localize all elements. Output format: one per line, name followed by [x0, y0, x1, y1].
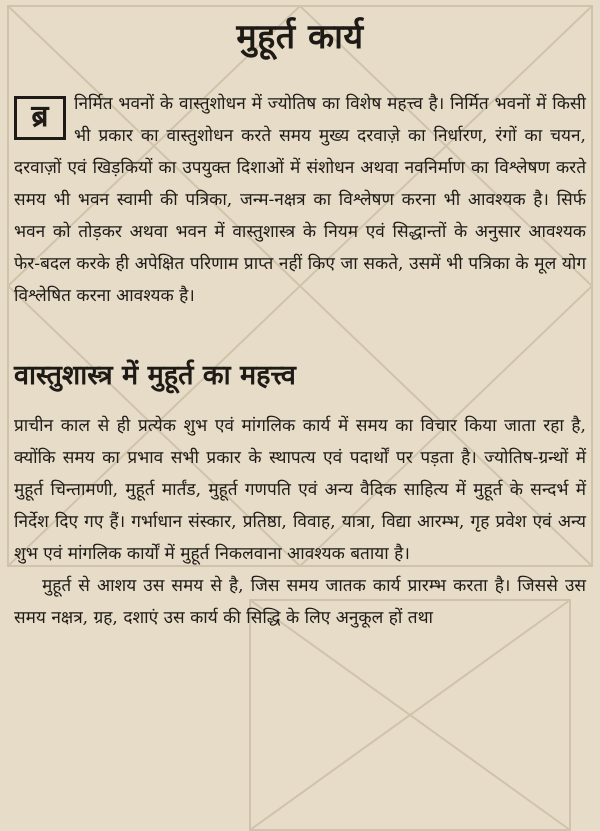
section-heading: वास्तुशास्त्र में मुहूर्त का महत्त्व — [14, 360, 296, 391]
page-content — [14, 14, 586, 634]
intro-paragraph — [14, 88, 586, 312]
paragraph-2: मुहूर्त से आशय उस समय से है, जिस समय जातक कार्य प्रारम्भ करता है। जिससे उस समय नक्षत्र, ग्रह, दशाएं उस कार्य की सिद्धि के लिए अनुकूल हों तथा — [14, 576, 586, 628]
page-title: मुहूर्त कार्य — [236, 17, 364, 57]
dropcap-letter: ब्र — [14, 96, 66, 140]
intro-text: निर्मित भवनों के वास्तुशोधन में ज्योतिष का विशेष महत्त्व है। निर्मित भवनों में किसी भी प्रकार का वास्तुशोधन करते समय मुख्य दरवाज़े का निर्धारण, रंगों का चयन, दरवाज़ों एवं खिड़कियों का उपयुक्त दिशाओं में संशोधन अथवा नवनिर्माण का विश्लेषण करते समय भी भवन स्वामी की पत्रिका, जन्म-नक्षत्र का विश्लेषण करना भी आवश्यक है। सिर्फ भवन को तोड़कर अथवा भवन में वास्तुशास्त्र के नियम एवं सिद्धान्तों के अनुसार आवश्यक फेर-बदल करके ही अपेक्षित परिणाम प्राप्त नहीं किए जा सकते, उसमें भी पत्रिका के मूल योग विश्लेषित करना आवश्यक है। — [14, 94, 586, 306]
paragraph-1: प्राचीन काल से ही प्रत्येक शुभ एवं मांगलिक कार्य में समय का विचार किया जाता रहा है, क्योंकि समय का प्रभाव सभी प्रकार के स्थापत्य एवं पदार्थों पर पड़ता है। ज्योतिष-ग्रन्थों में मुहूर्त चिन्तामणी, मुहूर्त मार्तंड, मुहूर्त गणपति एवं अन्य वैदिक साहित्य में मुहूर्त के सन्दर्भ में निर्देश दिए गए हैं। गर्भाधान संस्कार, प्रतिष्ठा, विवाह, यात्रा, विद्या आरम्भ, गृह प्रवेश एवं अन्य शुभ एवं मांगलिक कार्यों में मुहूर्त निकलवाना आवश्यक बताया है। — [14, 416, 586, 564]
